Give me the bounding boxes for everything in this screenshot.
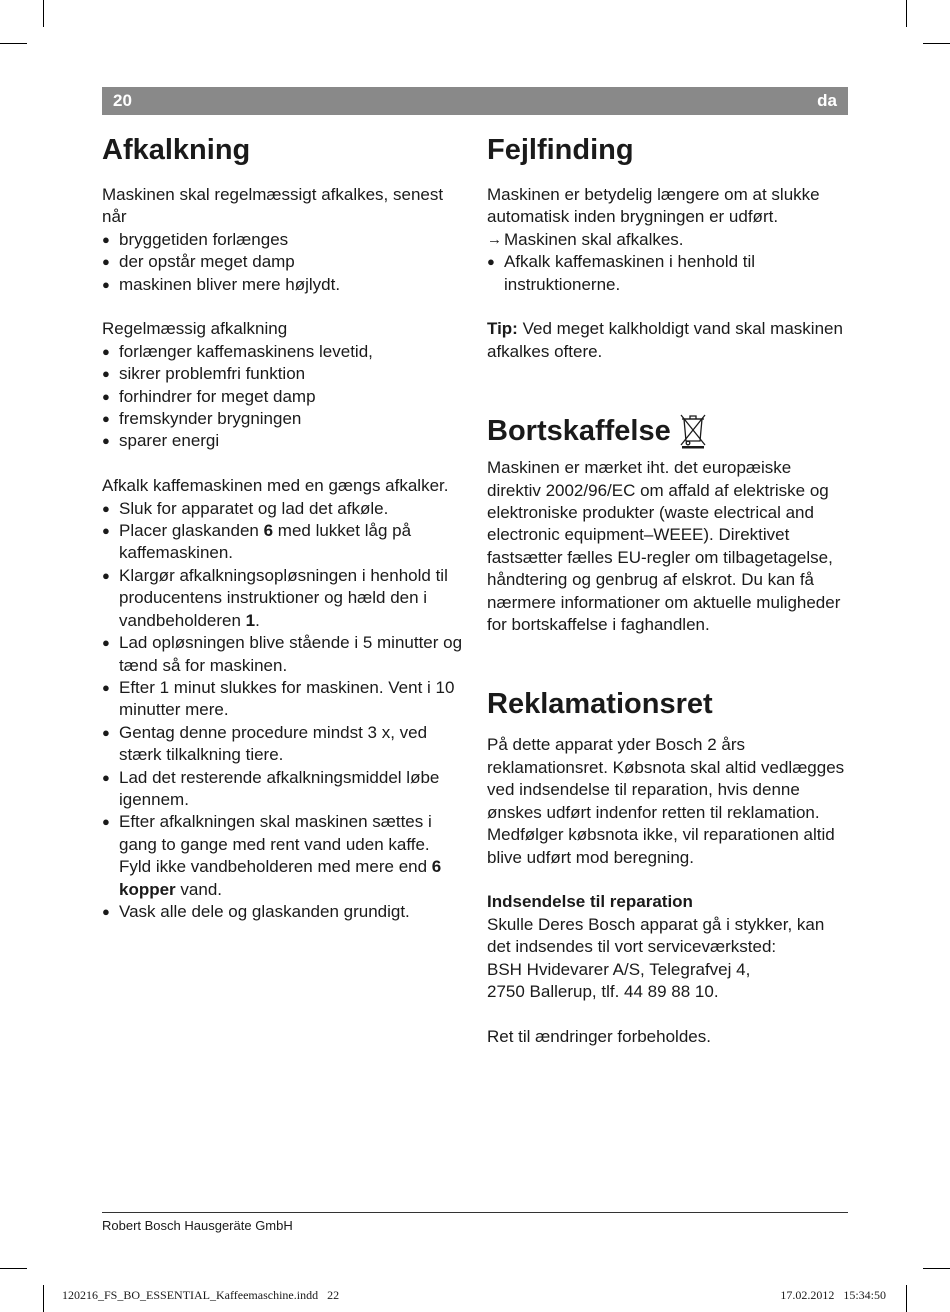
list-item: ● fremskynder brygningen	[102, 408, 464, 430]
steps-list	[102, 498, 464, 924]
footer-company: Robert Bosch Hausgeräte GmbH	[102, 1218, 293, 1233]
steps-intro: Afkalk kaffemaskinen med en gængs afkalker.	[102, 476, 449, 496]
right-column	[487, 132, 849, 1048]
crop-mark	[923, 1268, 950, 1269]
crop-mark	[906, 0, 907, 27]
bortskaffelse-text: Maskinen er mærket iht. det europæiske direktiv 2002/96/EC om affald af elektriske og elektroniske produkter (waste electrical and electronic equipment–WEEE). Direktivet fastsætter fælles EU-regler om tilbagetagelse, håndtering og genbrug af elskrot. Du kan få nærmere informationer om aktuelle muligheder for bortskaffelse i faghandlen.	[487, 458, 841, 635]
crop-mark	[43, 0, 44, 27]
fejl-text: Maskinen er betydelig længere om at slukke automatisk inden brygningen er udført.	[487, 185, 820, 227]
language-code: da	[817, 91, 837, 110]
crossed-out-wheelie-bin-icon	[679, 413, 707, 449]
footer-divider	[102, 1212, 848, 1213]
crop-mark	[906, 1285, 907, 1312]
section-title-fejlfinding: Fejlfinding	[487, 134, 634, 166]
bullet-icon: ●	[102, 724, 110, 740]
slug-filename: 120216_FS_BO_ESSENTIAL_Kaffeemaschine.indd 22	[62, 1288, 340, 1302]
benefits-intro: Regelmæssig afkalkning	[102, 319, 288, 339]
bullet-icon: ●	[102, 366, 110, 382]
section-title-reklamationsret: Reklamationsret	[487, 688, 713, 721]
bullet-icon: ●	[102, 635, 110, 651]
benefits-list	[102, 341, 464, 453]
bullet-icon: ●	[102, 567, 110, 583]
crop-mark	[43, 1285, 44, 1312]
left-column	[102, 132, 464, 923]
step-item: ● Vask alle dele og glaskanden grundigt.	[102, 901, 464, 923]
list-item: ● Afkalk kaffemaskinen i henhold til instruktionerne.	[487, 252, 756, 294]
bullet-icon: ●	[102, 433, 110, 449]
bullet-icon: ●	[102, 523, 110, 539]
step-item: ● Efter afkalkningen skal maskinen sættes i gang to gange med rent vand uden kaffe. Fyld ikke vandbeholderen med mere end 6 kopper vand.	[102, 812, 442, 899]
step-item: ● Lad det resterende afkalkningsmiddel løbe igennem.	[102, 767, 440, 809]
fejl-list	[487, 229, 849, 296]
slug-datetime: 17.02.2012 15:34:50	[780, 1288, 886, 1302]
list-item: ● forhindrer for meget damp	[102, 386, 464, 408]
reklamation-text: På dette apparat yder Bosch 2 års reklamationsret. Købsnota skal altid vedlægges ved indsendelse til reparation, hvis denne ønskes udført indenfor retten til reklamation. Medfølger købsnota ikke, vil reparationen altid blive udført mod beregning.	[487, 735, 845, 867]
list-item: ● sikrer problemfri funktion	[102, 363, 464, 385]
intro-list	[102, 229, 464, 296]
crop-mark	[923, 43, 950, 44]
arrow-right-icon: →	[487, 230, 502, 248]
tip-text: Tip: Ved meget kalkholdigt vand skal maskinen afkalkes oftere.	[487, 319, 843, 361]
bullet-icon: ●	[102, 679, 110, 695]
bullet-icon: ●	[102, 500, 110, 516]
bullet-icon: ●	[102, 814, 110, 830]
repair-subtitle: Indsendelse til reparation	[487, 892, 693, 912]
step-item: ● Gentag denne procedure mindst 3 x, ved stærk tilkalkning tiere.	[102, 722, 428, 765]
crop-mark	[0, 43, 27, 44]
crop-mark	[0, 1268, 27, 1269]
bullet-icon: ●	[102, 343, 110, 359]
closing-text: Ret til ændringer forbeholdes.	[487, 1026, 711, 1046]
bullet-icon: ●	[487, 254, 495, 270]
bullet-icon: ●	[102, 903, 110, 919]
repair-phone: 2750 Ballerup, tlf. 44 89 88 10.	[487, 981, 719, 1001]
bullet-icon: ●	[102, 769, 110, 785]
list-item: ● bryggetiden forlænges	[102, 229, 464, 251]
step-item: ● Sluk for apparatet og lad det afkøle.	[102, 498, 464, 520]
step-item: ● Efter 1 minut slukkes for maskinen. Vent i 10 minutter mere.	[102, 677, 455, 720]
list-item: ● der opstår meget damp	[102, 251, 464, 273]
list-item: ● forlænger kaffemaskinens levetid,	[102, 341, 464, 363]
bullet-icon: ●	[102, 388, 110, 404]
intro-text: Maskinen skal regelmæssigt afkalkes, senest når	[102, 185, 444, 227]
section-title-afkalkning: Afkalkning	[102, 134, 251, 166]
page-number: 20	[113, 91, 132, 110]
list-item: ● maskinen bliver mere højlydt.	[102, 274, 464, 296]
step-item: ● Placer glaskanden 6 med lukket låg på kaffemaskinen.	[102, 521, 412, 563]
section-title-bortskaffelse: Bortskaffelse	[487, 413, 849, 449]
step-item: ● Lad opløsningen blive stående i 5 minutter og tænd så for maskinen.	[102, 633, 463, 675]
repair-address: BSH Hvidevarer A/S, Telegrafvej 4,	[487, 959, 751, 979]
page-header-bar	[102, 87, 848, 115]
repair-text: Skulle Deres Bosch apparat gå i stykker, kan det indsendes til vort serviceværksted:	[487, 914, 825, 957]
bullet-icon: ●	[102, 411, 110, 427]
bullet-icon: ●	[102, 231, 110, 247]
bullet-icon: ●	[102, 254, 110, 270]
list-item: ● sparer energi	[102, 430, 464, 452]
arrow-item: → Maskinen skal afkalkes.	[487, 229, 849, 251]
step-item: ● Klargør afkalkningsopløsningen i henhold til producentens instruktioner og hæld den i vandbeholderen 1.	[102, 565, 448, 630]
bullet-icon: ●	[102, 276, 110, 292]
